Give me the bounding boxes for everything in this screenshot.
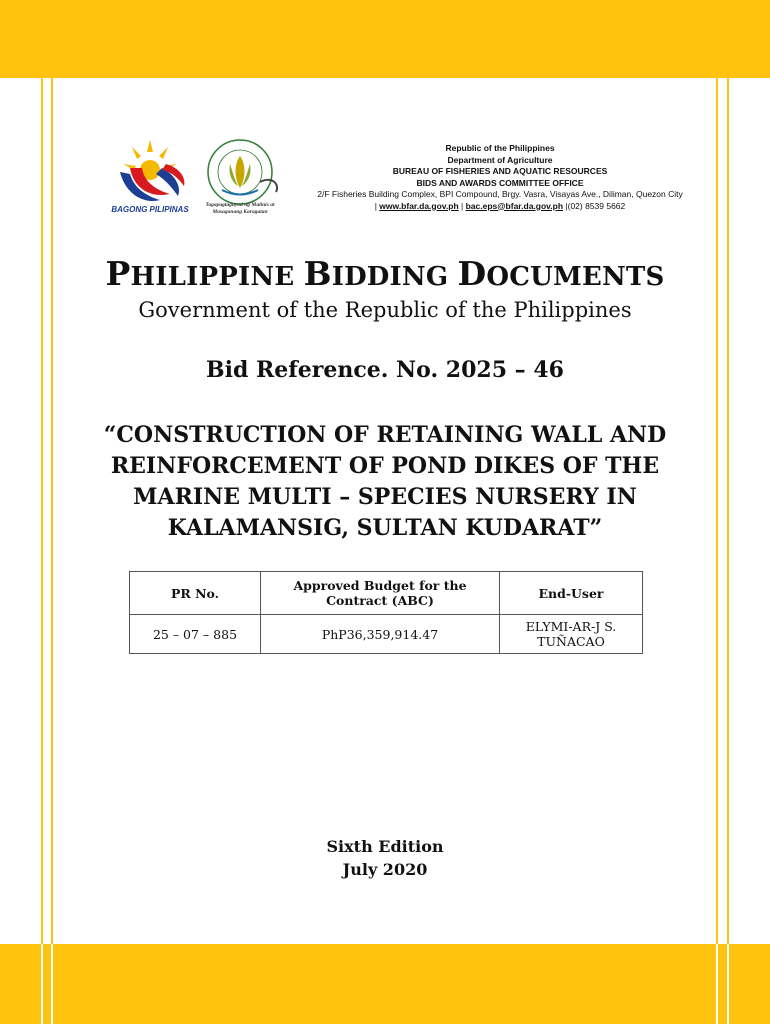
website-link[interactable]: www.bfar.da.gov.ph xyxy=(379,200,459,211)
document-subtitle: Government of the Republic of the Philippines xyxy=(138,298,632,322)
bid-reference-number: Bid Reference. No. 2025 – 46 xyxy=(206,357,564,383)
table-header-row xyxy=(130,572,643,615)
bagong-pilipinas-logo-text: BAGONG PILIPINAS xyxy=(111,205,189,214)
table-row xyxy=(130,615,643,654)
bottom-band-divider xyxy=(51,944,53,1024)
header-logos xyxy=(108,138,288,220)
letterhead-bac-office: BIDS AND AWARDS COMMITTEE OFFICE xyxy=(416,177,584,188)
email-link[interactable]: bac.eps@bfar.da.gov.ph xyxy=(465,200,564,211)
letterhead xyxy=(270,143,730,212)
da-tagline-line2: Masaganang Karagatan xyxy=(212,209,268,215)
department-of-agriculture-seal-icon xyxy=(205,140,277,215)
header-abc: Approved Budget for the Contract (ABC) xyxy=(261,572,500,615)
edition-number: Sixth Edition xyxy=(326,837,444,856)
bagong-pilipinas-logo-icon xyxy=(111,140,189,214)
document-title: PHILIPPINE BIDDING DOCUMENTS xyxy=(105,254,665,293)
edition-info xyxy=(0,835,770,881)
cell-abc: PhP36,359,914.47 xyxy=(261,615,500,654)
left-border-line-outer xyxy=(41,78,43,944)
header-end-user: End-User xyxy=(500,572,643,615)
letterhead-bureau: BUREAU OF FISHERIES AND AQUATIC RESOURCES xyxy=(392,166,608,176)
da-tagline-line1: Tagapagtaguyod ng Malinis at xyxy=(205,202,275,208)
letterhead-contacts: | www.bfar.da.gov.ph | bac.eps@bfar.da.gov.ph |(02) 8539 5662 xyxy=(374,200,626,211)
project-title: “CONSTRUCTION OF RETAINING WALL AND REINFORCEMENT OF POND DIKES OF THE MARINE MULTI – SPECIES NURSERY IN KALAMANSIG, SULTAN KUDARAT” xyxy=(103,422,667,541)
bottom-band-divider xyxy=(41,944,43,1024)
letterhead-department: Department of Agriculture xyxy=(447,154,553,165)
bottom-yellow-band xyxy=(0,944,770,1024)
bottom-band-divider xyxy=(716,944,718,1024)
letterhead-address: 2/F Fisheries Building Complex, BPI Compound, Brgy. Vasra, Visayas Ave., Diliman, Quezon City xyxy=(317,189,683,199)
letterhead-republic: Republic of the Philippines xyxy=(445,143,555,153)
bid-info-table xyxy=(129,571,643,654)
phone-number: (02) 8539 5662 xyxy=(567,200,626,211)
top-yellow-band xyxy=(0,0,770,78)
cell-end-user: ELYMI-AR-J S. TUÑACAO xyxy=(500,615,643,654)
header-pr-no: PR No. xyxy=(130,572,261,615)
bottom-band-divider xyxy=(727,944,729,1024)
cell-pr-no: 25 – 07 – 885 xyxy=(130,615,261,654)
left-border-line-inner xyxy=(51,78,53,944)
edition-date: July 2020 xyxy=(342,860,428,879)
